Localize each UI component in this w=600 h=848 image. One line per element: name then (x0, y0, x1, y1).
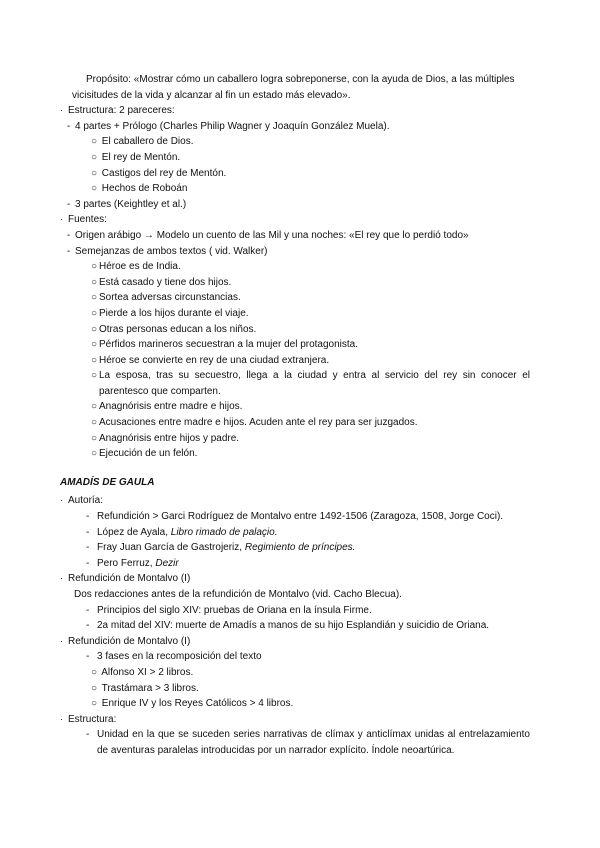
autoria-text: Fray Juan García de Gastrojeriz, (97, 542, 245, 554)
bullet-dash: - (86, 604, 90, 616)
similarity-item-long (72, 368, 530, 399)
bullet-dot: · (60, 713, 63, 724)
bullet-dash: - (67, 229, 71, 241)
similarity-long-line-2: parentesco que comparten. (99, 385, 221, 397)
similarity-item (72, 275, 530, 291)
bullet-dash: - (67, 120, 71, 132)
part-text: Hechos de Roboán (101, 183, 188, 195)
bullet-dash: - (86, 651, 90, 663)
bullet-circle: ○ (91, 323, 98, 335)
similarity-text: Anagnórisis entre hijos y padre. (99, 432, 240, 444)
bullet-dash: - (86, 511, 90, 523)
autoria-work-title: Dezir (155, 557, 179, 569)
autoria-item (72, 540, 530, 556)
estructura-second (67, 197, 530, 213)
estructura2-line-2: de aventuras paralelas introducidas por un narrador explícito. Índole neoartúrica. (97, 744, 455, 756)
similarity-item (72, 415, 530, 431)
bullet-dot: · (60, 635, 63, 646)
bullet-dash: - (86, 620, 90, 632)
similarity-item (72, 290, 530, 306)
estructura2-title: Estructura: (68, 713, 117, 725)
similarity-text: Pérfidos marineros secuestran a la mujer del protagonista. (99, 339, 359, 351)
similarity-long-line-1: La esposa, tras su secuestro, llega a la ciudad y entra al servicio del rey sin conocer el (99, 370, 530, 382)
bullet-circle: ○ (91, 448, 98, 460)
fuentes-origin-text: Origen arábigo → Modelo un cuento de las Mil y una noches: «El rey que lo perdió todo» (75, 229, 469, 241)
bullet-dash: - (86, 542, 90, 554)
autoria-item (72, 556, 530, 572)
estructura-heading (60, 103, 530, 119)
bullet-circle: ○ (91, 354, 98, 366)
bullet-circle: ○ (91, 167, 98, 179)
bullet-circle: ○ (91, 261, 98, 273)
phase-text: Trastámara > 3 libros. (101, 682, 199, 694)
bullet-circle: ○ (91, 401, 98, 413)
bullet-dot: · (60, 495, 63, 506)
bullet-circle: ○ (91, 417, 98, 429)
bullet-circle: ○ (91, 339, 98, 351)
part-text: El rey de Mentón. (101, 151, 181, 163)
part-item (72, 134, 530, 150)
bullet-circle: ○ (91, 151, 98, 163)
bullet-circle: ○ (91, 183, 98, 195)
similarity-text: Está casado y tiene dos hijos. (99, 276, 232, 288)
similarity-item (72, 322, 530, 338)
estructura-first-text: 4 partes + Prólogo (Charles Philip Wagner y Joaquín González Muela). (75, 120, 390, 132)
similarity-text: Héroe es de India. (99, 261, 181, 273)
phase-text: Enrique IV y los Reyes Católicos > 4 libros. (101, 698, 294, 710)
autoria-work-title: Libro rimado de palaçio. (170, 526, 278, 538)
refundicion-intro (72, 587, 530, 603)
part-item (72, 150, 530, 166)
part-text: El caballero de Dios. (101, 136, 194, 148)
estructura-first (67, 119, 530, 135)
bullet-circle: ○ (91, 432, 98, 444)
autoria-item (72, 509, 530, 525)
part-text: Castigos del rey de Mentón. (101, 167, 227, 179)
refundicion-intro-text: Dos redacciones antes de la refundición de Montalvo (vid. Cacho Blecua). (74, 589, 402, 600)
bullet-circle: ○ (91, 698, 98, 710)
fuentes-similar (67, 244, 530, 260)
autoria-title: Autoría: (68, 495, 104, 507)
bullet-circle: ○ (91, 136, 98, 148)
purpose-text-2: vicisitudes de la vida y alcanzar al fin un estado más elevado». (72, 89, 351, 101)
autoria-text: Refundición > Garci Rodríguez de Montalvo entre 1492-1506 (Zaragoza, 1508, Jorge Coci). (97, 511, 504, 523)
refundicion-item-text: 2a mitad del XIV: muerte de Amadís a manos de su hijo Esplandián y suicidio de Oriana. (97, 620, 490, 632)
similarity-item (72, 337, 530, 353)
similarity-text: Otras personas educan a los niños. (99, 323, 257, 335)
phase-item (72, 665, 530, 681)
document-body (60, 72, 530, 759)
purpose-text-1: Propósito: «Mostrar cómo un caballero logra sobreponerse, con la ayuda de Dios, a las múltiples (86, 74, 515, 85)
phase-text: Alfonso XI > 2 libros. (101, 666, 194, 678)
estructura2-item (72, 727, 530, 758)
part-item (72, 181, 530, 197)
bullet-dash: - (67, 198, 71, 210)
refundicion-title-2: Refundición de Montalvo (I) (68, 635, 191, 647)
similarity-item (72, 306, 530, 322)
phase-item (72, 681, 530, 697)
bullet-circle: ○ (91, 370, 98, 382)
purpose-line-1 (72, 72, 530, 88)
purpose-line-2 (72, 88, 530, 104)
estructura-title: Estructura: 2 pareceres: (68, 105, 175, 117)
phase-item (72, 696, 530, 712)
similarity-text: Sortea adversas circunstancias. (99, 292, 241, 304)
autoria-text: López de Ayala, (97, 526, 171, 538)
bullet-circle: ○ (91, 276, 98, 288)
bullet-circle: ○ (91, 307, 98, 319)
bullet-circle: ○ (91, 292, 98, 304)
refundicion-item (72, 618, 530, 634)
bullet-circle: ○ (91, 682, 98, 694)
similarity-item (72, 431, 530, 447)
autoria-work-title: Regimiento de príncipes. (244, 542, 356, 554)
refundicion-item (72, 603, 530, 619)
similarity-long-text (99, 368, 530, 399)
bullet-dot: · (60, 214, 63, 225)
bullet-dot: · (60, 573, 63, 584)
fuentes-heading (60, 212, 530, 228)
similarity-item (72, 399, 530, 415)
similarity-item (72, 259, 530, 275)
similarity-item (72, 353, 530, 369)
similarity-text: Héroe se convierte en rey de una ciudad extranjera. (99, 354, 330, 366)
autoria-heading (60, 493, 530, 509)
section-heading-amadis: AMADÍS DE GAULA (60, 476, 155, 488)
similarity-text: Ejecución de un felón. (99, 448, 198, 460)
bullet-dash: - (86, 526, 90, 538)
refundicion-heading-1 (60, 571, 530, 587)
autoria-item (72, 525, 530, 541)
estructura2-text (97, 727, 530, 758)
bullet-circle: ○ (91, 666, 98, 678)
bullet-dot: · (60, 105, 63, 116)
phases-item (72, 649, 530, 665)
similarity-text: Pierde a los hijos durante el viaje. (99, 307, 249, 319)
autoria-text: Pero Ferruz, (97, 557, 156, 569)
bullet-dash: - (67, 245, 71, 257)
similarity-item (72, 446, 530, 462)
fuentes-title: Fuentes: (68, 214, 107, 226)
estructura2-line-1: Unidad en la que se suceden series narrativas de clímax y anticlímax unidas al entrelazamiento (97, 729, 530, 741)
part-item (72, 166, 530, 182)
bullet-dash: - (86, 729, 90, 741)
fuentes-similar-text: Semejanzas de ambos textos ( vid. Walker) (75, 245, 268, 257)
refundicion-item-text: Principios del siglo XIV: pruebas de Oriana en la ínsula Firme. (97, 604, 372, 616)
estructura2-heading (60, 712, 530, 728)
refundicion-title-1: Refundición de Montalvo (I) (68, 573, 191, 585)
estructura-second-text: 3 partes (Keightley et al.) (75, 198, 187, 210)
phases-text: 3 fases en la recomposición del texto (97, 651, 262, 663)
similarity-text: Acusaciones entre madre e hijos. Acuden ante el rey para ser juzgados. (99, 417, 418, 429)
bullet-dash: - (86, 557, 90, 569)
fuentes-origin (67, 228, 530, 244)
similarity-text: Anagnórisis entre madre e hijos. (99, 401, 243, 413)
refundicion-heading-2 (60, 634, 530, 650)
